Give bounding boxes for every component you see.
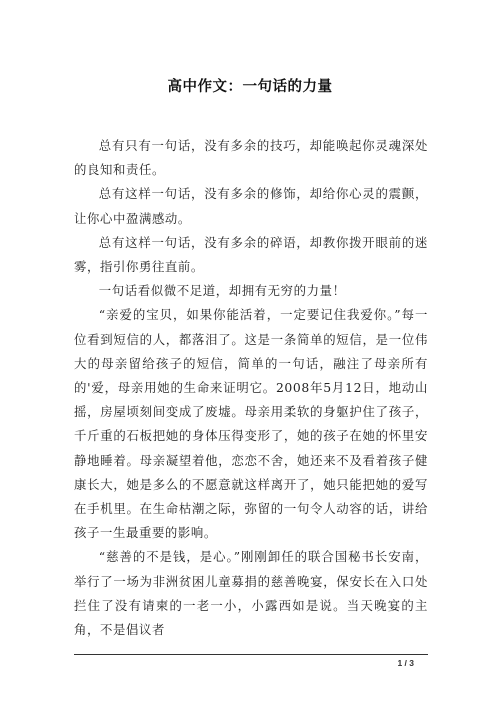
page-number: 1 / 3 [397,658,414,668]
paragraph: 总有只有一句话，没有多余的技巧，却能唤起你灵魂深处的良知和责任。 [74,138,428,178]
paragraph: “亲爱的宝贝，如果你能活着，一定要记住我爱你。”每一位看到短信的人，都落泪了。这是一条简单的短信，是一位伟大的母亲留给孩子的短信，简单的一句话，融注了母亲所有的'爱，母亲用她的生命来证明它。2008年5月12日，地动山摇，房屋顷刻间变成了废墟。母亲用柔软的身躯护住了孩子，千斤重的石板把她的身体压得变形了，她的孩子在她的怀里安静地睡着。母亲凝望着他，恋恋不舍，她还来不及看着孩子健康长大，她是多么的不愿意就这样离开了，她只能把她的爱写在手机里。在生命枯潮之际，弥留的一句令人动容的话，讲给孩子一生最重要的影响。 [74,307,428,541]
document-title: 高中作文：一句话的力量 [167,79,333,95]
paragraph: 总有这样一句话，没有多余的碎语，却教你拨开眼前的迷雾，指引你勇往直前。 [74,234,428,275]
document-body [74,134,428,642]
paragraph: 总有这样一句话，没有多余的修饰，却给你心灵的震颤，让你心中盈满感动。 [74,186,428,226]
footer-divider [74,654,428,655]
paragraph: 一句话看似微不足道，却拥有无穷的力量！ [98,283,346,299]
paragraph: “慈善的不是钱，是心。”刚刚卸任的联合国秘书长安南，举行了一场为非洲贫困儿童募捐的慈善晚宴，保安长在入口处拦住了没有请柬的一老一小，小露西如是说。当天晚宴的主角，不是倡议者 [74,549,428,638]
